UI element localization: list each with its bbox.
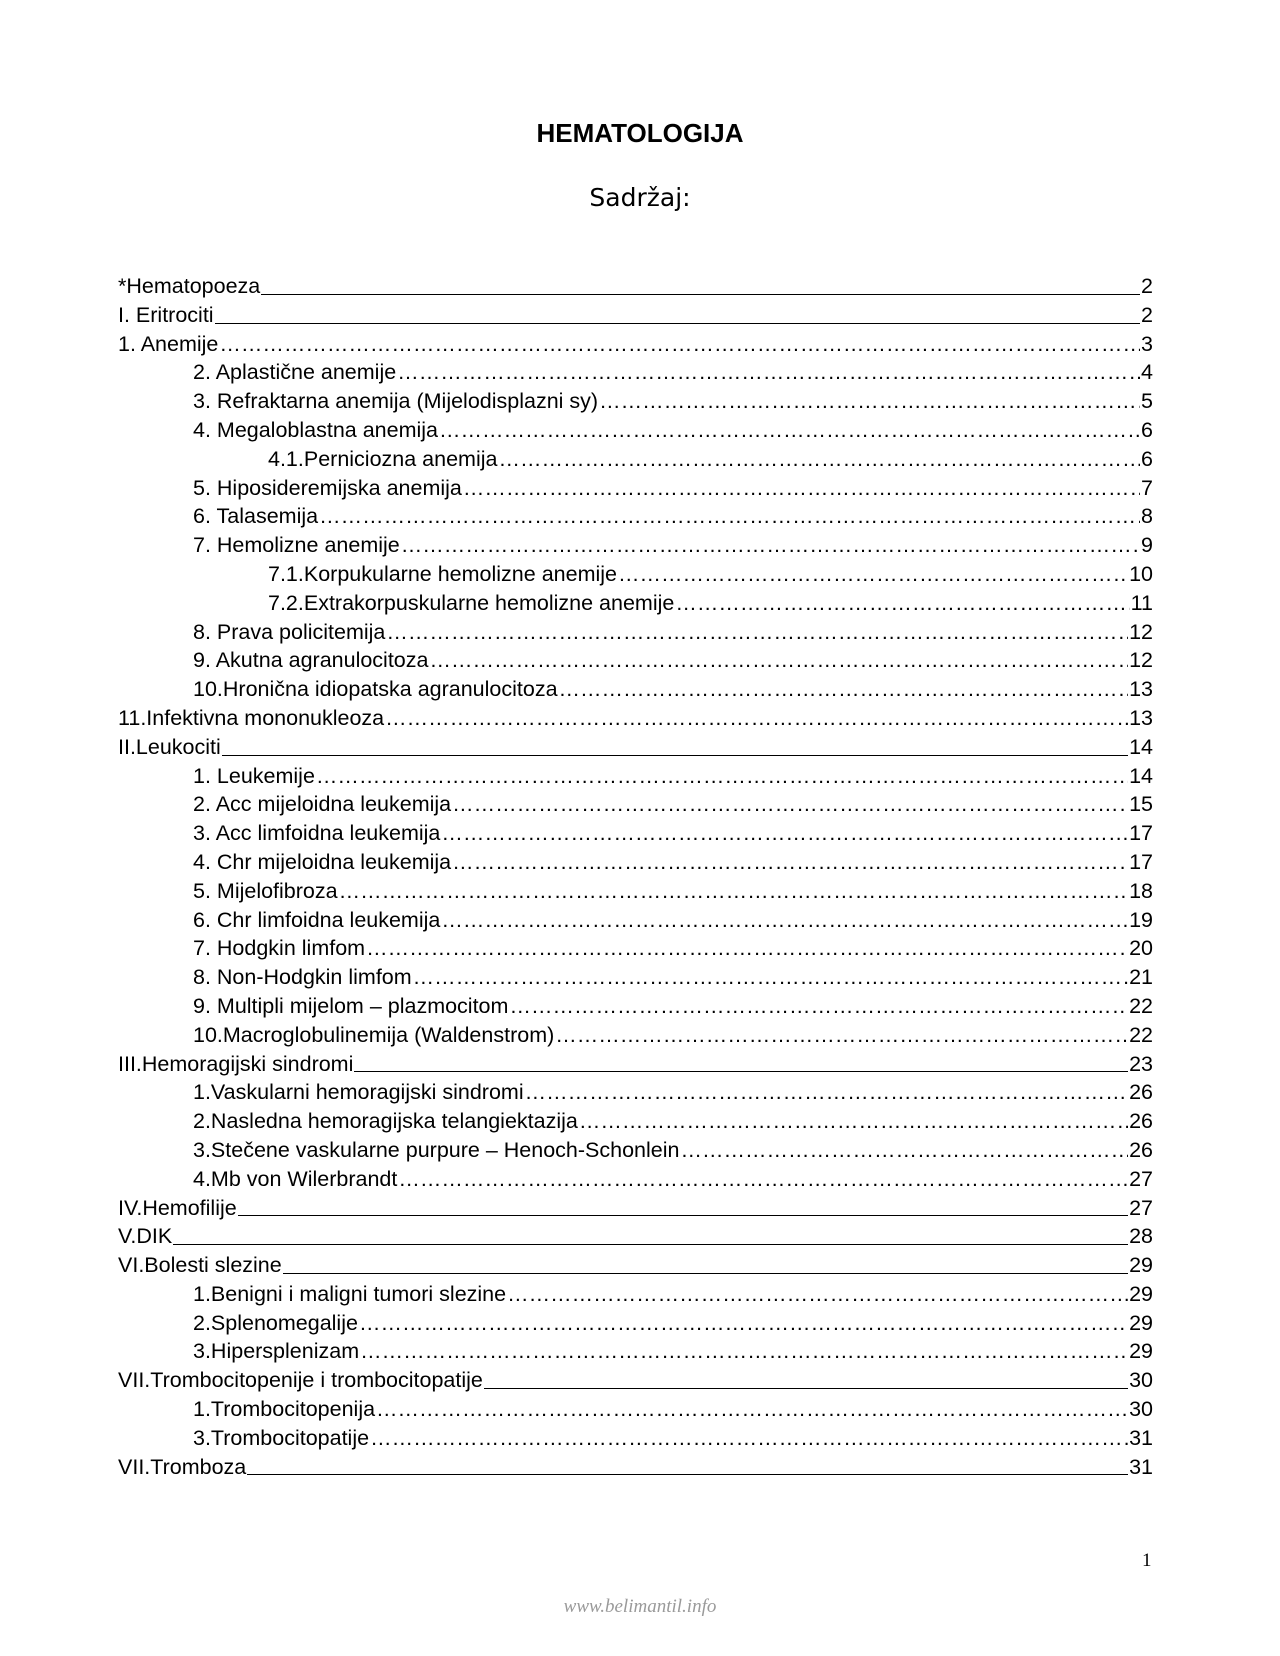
toc-entry-page: 14 <box>1129 734 1153 759</box>
toc-entry-label: VII.Trombocitopenije i trombocitopatije <box>118 1368 483 1393</box>
toc-entry-page: 31 <box>1129 1425 1153 1450</box>
toc-entry-page: 12 <box>1129 619 1153 644</box>
toc-entry-leader <box>463 474 1140 503</box>
toc-entry-page: 6 <box>1141 417 1153 442</box>
toc-entry-label: 3. Refraktarna anemija (Mijelodisplazni sy) <box>193 389 599 414</box>
toc-entry-leader <box>238 1215 1128 1216</box>
toc-entry-leader <box>397 358 1140 387</box>
toc-entry-label: 10.Hronična idiopatska agranulocitoza <box>193 677 558 702</box>
toc-entry-page: 30 <box>1129 1368 1153 1393</box>
toc-entry-page: 8 <box>1141 504 1153 529</box>
toc-entry-label: 6. Talasemija <box>193 504 319 529</box>
toc-entry-label: 5. Hiposideremijska anemija <box>193 475 462 500</box>
toc-entry-page: 17 <box>1129 821 1153 846</box>
toc-entry-page: 29 <box>1129 1339 1153 1364</box>
toc-entry <box>118 675 1153 704</box>
toc-entry-page: 26 <box>1129 1080 1153 1105</box>
toc-entry-page: 29 <box>1129 1281 1153 1306</box>
toc-entry-label: I. Eritrociti <box>118 302 214 327</box>
toc-entry <box>118 1050 1153 1079</box>
toc-entry-leader <box>599 387 1140 416</box>
toc-entry-page: 13 <box>1129 705 1153 730</box>
toc-entry <box>118 1395 1153 1424</box>
toc-entry-leader <box>401 531 1140 560</box>
toc-entry <box>118 1424 1153 1453</box>
toc-entry <box>118 963 1153 992</box>
toc-entry-page: 31 <box>1129 1454 1153 1479</box>
toc-entry <box>118 1136 1153 1165</box>
toc-entry-page: 28 <box>1129 1224 1153 1249</box>
toc-entry-leader <box>219 330 1140 359</box>
toc-entry <box>118 618 1153 647</box>
toc-entry-leader <box>215 323 1140 324</box>
toc-entry <box>118 445 1153 474</box>
page-number: 1 <box>1142 1550 1152 1571</box>
toc-entry-page: 7 <box>1141 475 1153 500</box>
toc-entry-label: 1. Anemije <box>118 331 219 356</box>
toc-entry <box>118 1165 1153 1194</box>
toc-entry-leader <box>618 560 1128 589</box>
toc-entry-leader <box>555 1021 1128 1050</box>
toc-entry-label: 3. Acc limfoidna leukemija <box>193 821 441 846</box>
toc-entry-leader <box>579 1107 1128 1136</box>
toc-entry-page: 3 <box>1141 331 1153 356</box>
toc-entry <box>118 1366 1153 1395</box>
toc-entry-leader <box>360 1337 1128 1366</box>
toc-entry-label: 9. Multipli mijelom – plazmocitom <box>193 993 509 1018</box>
toc-entry <box>118 790 1153 819</box>
toc-entry <box>118 502 1153 531</box>
toc-entry-page: 2 <box>1141 274 1153 298</box>
toc-entry-label: *Hematopoeza <box>118 274 261 298</box>
toc-entry-page: 14 <box>1129 763 1153 788</box>
toc-entry-page: 22 <box>1129 993 1153 1018</box>
toc-entry <box>118 1453 1153 1482</box>
footer-url: www.belimantil.info <box>563 1596 717 1617</box>
toc-entry-label: 4.1.Perniciozna anemija <box>268 446 498 471</box>
toc-entry-page: 29 <box>1129 1253 1153 1278</box>
toc-entry-label: 2.Nasledna hemoragijska telangiektazija <box>193 1109 578 1134</box>
toc-entry-leader <box>386 618 1128 647</box>
toc-entry-label: 1. Leukemije <box>193 763 315 788</box>
toc-entry-leader <box>261 294 1140 295</box>
toc-entry-page: 18 <box>1129 878 1153 903</box>
toc-entry-label: V.DIK <box>118 1224 173 1249</box>
toc-entry-label: 4.Mb von Wilerbrandt <box>193 1166 398 1191</box>
toc-entry-leader <box>354 1071 1128 1072</box>
toc-entry-label: 1.Trombocitopenija <box>193 1397 376 1422</box>
toc-entry-leader <box>680 1136 1128 1165</box>
toc-entry <box>118 589 1153 618</box>
toc-entry <box>118 301 1153 330</box>
toc-entry-label: IV.Hemofilije <box>118 1195 237 1220</box>
toc-entry-label: 7. Hodgkin limfom <box>193 936 366 961</box>
toc-entry-label: 1.Vaskularni hemoragijski sindromi <box>193 1080 524 1105</box>
toc-entry <box>118 762 1153 791</box>
toc-entry-page: 30 <box>1129 1397 1153 1422</box>
toc-entry-leader <box>370 1424 1128 1453</box>
toc-entry-label: 2.Splenomegalije <box>193 1310 358 1335</box>
toc-entry-page: 4 <box>1141 360 1153 385</box>
toc-entry <box>118 474 1153 503</box>
toc-entry-leader <box>559 675 1129 704</box>
toc-entry <box>118 416 1153 445</box>
toc-entry-page: 6 <box>1141 446 1153 471</box>
toc-entry-label: 7.1.Korpukularne hemolizne anemije <box>268 561 617 586</box>
toc-entry-label: 4. Chr mijeloidna leukemija <box>193 849 452 874</box>
toc-entry <box>118 1078 1153 1107</box>
toc-entry-leader <box>509 992 1128 1021</box>
toc-entry-page: 11 <box>1130 590 1153 615</box>
toc-entry-leader <box>376 1395 1128 1424</box>
table-of-contents <box>118 272 1153 1481</box>
toc-entry-leader <box>316 762 1128 791</box>
toc-entry <box>118 877 1153 906</box>
toc-entry-label: 8. Prava policitemija <box>193 619 386 644</box>
toc-entry-label: 3.Stečene vaskularne purpure – Henoch-Schonlein <box>193 1137 680 1162</box>
toc-entry-leader <box>173 1244 1128 1245</box>
toc-entry <box>118 704 1153 733</box>
toc-entry-leader <box>222 755 1128 756</box>
toc-entry-leader <box>283 1273 1128 1274</box>
toc-entry-leader <box>452 790 1128 819</box>
toc-entry-page: 21 <box>1129 965 1153 990</box>
toc-entry-page: 9 <box>1141 533 1153 558</box>
toc-entry-page: 17 <box>1129 849 1153 874</box>
toc-entry <box>118 819 1153 848</box>
toc-entry-page: 27 <box>1129 1166 1153 1191</box>
toc-entry-leader <box>675 589 1129 618</box>
toc-entry-label: 9. Akutna agranulocitoza <box>193 648 429 673</box>
toc-entry <box>118 646 1153 675</box>
toc-entry-label: 7.2.Extrakorpuskularne hemolizne anemije <box>268 590 675 615</box>
toc-entry <box>118 1021 1153 1050</box>
toc-entry-page: 15 <box>1129 792 1153 817</box>
toc-entry <box>118 733 1153 762</box>
toc-entry-leader <box>441 906 1128 935</box>
toc-entry <box>118 1309 1153 1338</box>
toc-entry-leader <box>498 445 1140 474</box>
toc-entry <box>118 1337 1153 1366</box>
toc-entry-leader <box>439 416 1140 445</box>
toc-entry-leader <box>366 934 1128 963</box>
toc-entry-page: 20 <box>1129 936 1153 961</box>
toc-entry <box>118 1222 1153 1251</box>
toc-entry <box>118 906 1153 935</box>
toc-entry-label: 11.Infektivna mononukleoza <box>118 705 385 730</box>
toc-entry-page: 23 <box>1129 1051 1153 1076</box>
toc-entry-label: 3.Hipersplenizam <box>193 1339 360 1364</box>
toc-entry-label: II.Leukociti <box>118 734 221 759</box>
toc-entry-page: 10 <box>1129 561 1153 586</box>
toc-entry-page: 26 <box>1129 1137 1153 1162</box>
toc-entry <box>118 531 1153 560</box>
toc-entry-label: 2. Aplastične anemije <box>193 360 397 385</box>
toc-entry <box>118 1251 1153 1280</box>
toc-entry-leader <box>339 877 1128 906</box>
toc-entry <box>118 992 1153 1021</box>
toc-entry <box>118 848 1153 877</box>
toc-entry-label: III.Hemoragijski sindromi <box>118 1051 354 1076</box>
toc-entry-leader <box>413 963 1128 992</box>
toc-entry <box>118 1280 1153 1309</box>
toc-entry <box>118 934 1153 963</box>
toc-entry-label: 8. Non-Hodgkin limfom <box>193 965 412 990</box>
toc-entry <box>118 387 1153 416</box>
toc-entry-page: 29 <box>1129 1310 1153 1335</box>
toc-entry-page: 26 <box>1129 1109 1153 1134</box>
toc-entry-leader <box>385 704 1128 733</box>
toc-entry <box>118 272 1153 301</box>
toc-entry-leader <box>484 1388 1128 1389</box>
toc-entry-label: 2. Acc mijeloidna leukemija <box>193 792 452 817</box>
toc-entry-leader <box>525 1078 1128 1107</box>
toc-entry-leader <box>441 819 1128 848</box>
toc-entry-page: 2 <box>1141 302 1153 327</box>
toc-entry-label: 7. Hemolizne anemije <box>193 533 400 558</box>
toc-entry-label: 6. Chr limfoidna leukemija <box>193 907 441 932</box>
toc-entry-leader <box>319 502 1140 531</box>
toc-entry-label: VII.Tromboza <box>118 1454 247 1479</box>
toc-entry-leader <box>359 1309 1128 1338</box>
toc-entry-label: 3.Trombocitopatije <box>193 1425 370 1450</box>
toc-entry-page: 19 <box>1129 907 1153 932</box>
toc-entry-label: 10.Macroglobulinemija (Waldenstrom) <box>193 1022 555 1047</box>
toc-entry-page: 27 <box>1129 1195 1153 1220</box>
toc-entry-page: 22 <box>1129 1022 1153 1047</box>
toc-entry-leader <box>507 1280 1128 1309</box>
toc-entry-leader <box>452 848 1128 877</box>
toc-entry-label: 4. Megaloblastna anemija <box>193 417 439 442</box>
toc-entry <box>118 358 1153 387</box>
toc-entry <box>118 560 1153 589</box>
toc-entry <box>118 1194 1153 1223</box>
toc-entry <box>118 330 1153 359</box>
toc-entry-leader <box>429 646 1128 675</box>
document-title: HEMATOLOGIJA <box>536 118 744 148</box>
toc-entry-label: 1.Benigni i maligni tumori slezine <box>193 1281 507 1306</box>
toc-entry-leader <box>247 1474 1128 1475</box>
toc-entry <box>118 1107 1153 1136</box>
toc-heading: Sadržaj: <box>589 183 691 212</box>
toc-entry-leader <box>398 1165 1128 1194</box>
toc-entry-page: 5 <box>1141 389 1153 414</box>
toc-entry-page: 12 <box>1129 648 1153 673</box>
toc-entry-label: 5. Mijelofibroza <box>193 878 338 903</box>
toc-entry-page: 13 <box>1129 677 1153 702</box>
toc-entry-label: VI.Bolesti slezine <box>118 1253 282 1278</box>
